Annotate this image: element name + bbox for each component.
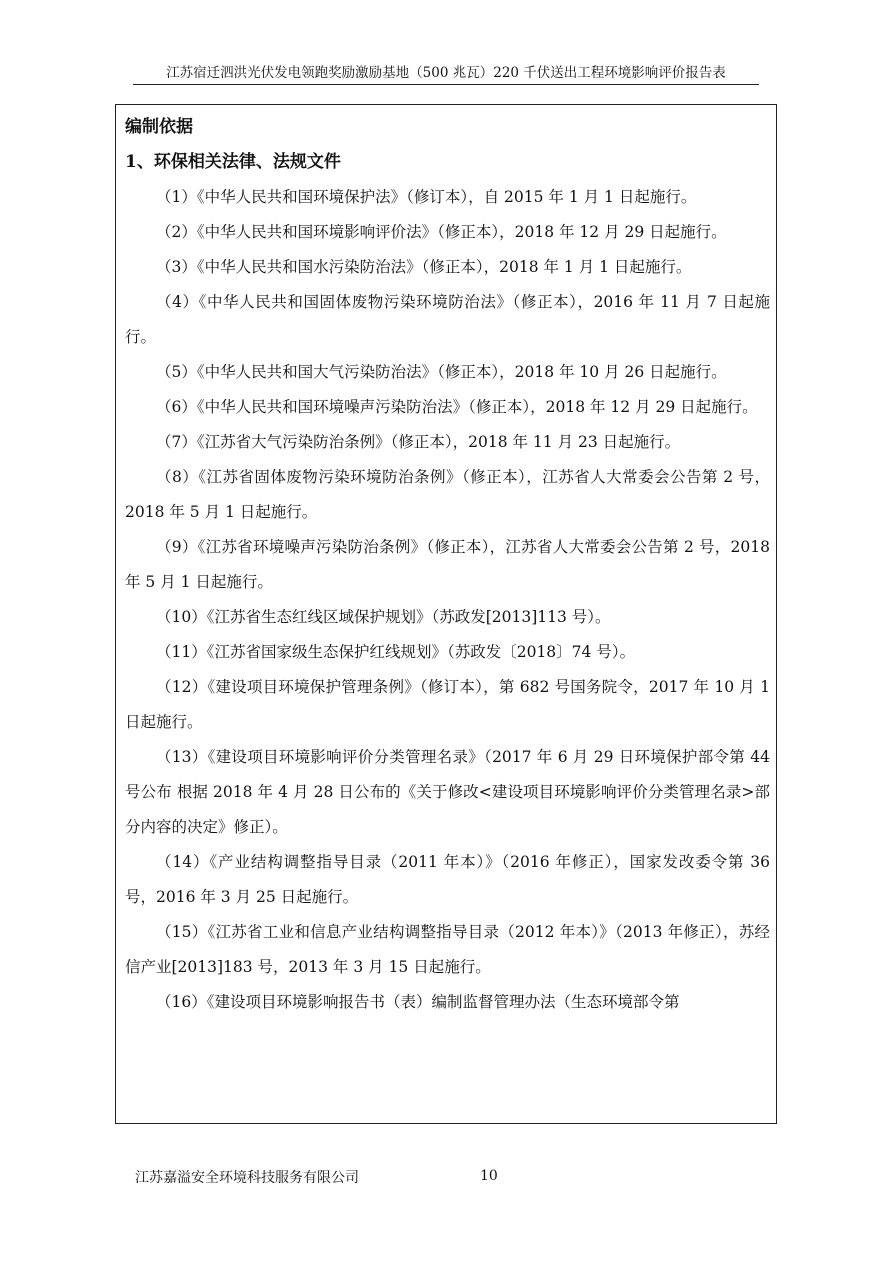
list-item: （11）《江苏省国家级生态保护红线规划》（苏政发〔2018〕74 号）。 — [156, 643, 636, 661]
basis-content — [125, 110, 770, 1020]
subsection-title: 1、环保相关法律、法规文件 — [125, 152, 341, 172]
list-item: （3）《中华人民共和国水污染防治法》（修正本），2018 年 1 月 1 日起施行。 — [156, 258, 692, 276]
list-item: （9）《江苏省环境噪声污染防治条例》（修正本），江苏省人大常委会公告第 2 号，2018 年 5 月 1 日起施行。 — [125, 538, 770, 591]
footer-company-name: 江苏嘉溢安全环境科技服务有限公司 — [135, 1170, 359, 1186]
list-item: （15）《江苏省工业和信息产业结构调整指导目录（2012 年本）》（2013 年修正），苏经信产业[2013]183 号，2013 年 3 月 15 日起施行。 — [125, 923, 770, 976]
section-title: 编制依据 — [125, 117, 193, 137]
header-divider — [133, 84, 759, 85]
list-item: （6）《中华人民共和国环境噪声污染防治法》（修正本），2018 年 12 月 29 日起施行。 — [156, 398, 758, 416]
list-item: （14）《产业结构调整指导目录（2011 年本）》（2016 年修正），国家发改委令第 36 号，2016 年 3 月 25 日起施行。 — [125, 853, 770, 906]
page-number: 10 — [480, 1168, 498, 1184]
list-item: （8）《江苏省固体废物污染环境防治条例》（修正本），江苏省人大常委会公告第 2 号，2018 年 5 月 1 日起施行。 — [125, 468, 770, 521]
list-item: （5）《中华人民共和国大气污染防治法》（修正本），2018 年 10 月 26 日起施行。 — [156, 363, 727, 381]
page-header-title: 江苏宿迁泗洪光伏发电领跑奖励激励基地（500 兆瓦）220 千伏送出工程环境影响评价报告表 — [166, 65, 726, 81]
list-item: （12）《建设项目环境保护管理条例》（修订本），第 682 号国务院令，2017 年 10 月 1 日起施行。 — [125, 678, 770, 731]
content-frame — [115, 104, 777, 1124]
list-item: （4）《中华人民共和国固体废物污染环境防治法》（修正本），2016 年 11 月 7 日起施行。 — [125, 293, 770, 346]
list-item: （16）《建设项目环境影响报告书（表）编制监督管理办法（生态环境部令第 — [156, 993, 680, 1011]
list-item: （7）《江苏省大气污染防治条例》（修正本），2018 年 11 月 23 日起施行。 — [156, 433, 681, 451]
list-item: （2）《中华人民共和国环境影响评价法》（修正本），2018 年 12 月 29 日起施行。 — [156, 223, 727, 241]
list-item: （10）《江苏省生态红线区域保护规划》（苏政发[2013]113 号）。 — [156, 608, 611, 626]
list-item: （13）《建设项目环境影响评价分类管理名录》（2017 年 6 月 29 日环境保护部令第 44 号公布 根据 2018 年 4 月 28 日公布的《关于修改<建设项目环境影响评价分类管理名录>部分内容的决定》修正）。 — [125, 748, 770, 836]
list-item: （1）《中华人民共和国环境保护法》（修订本），自 2015 年 1 月 1 日起施行。 — [156, 188, 697, 206]
